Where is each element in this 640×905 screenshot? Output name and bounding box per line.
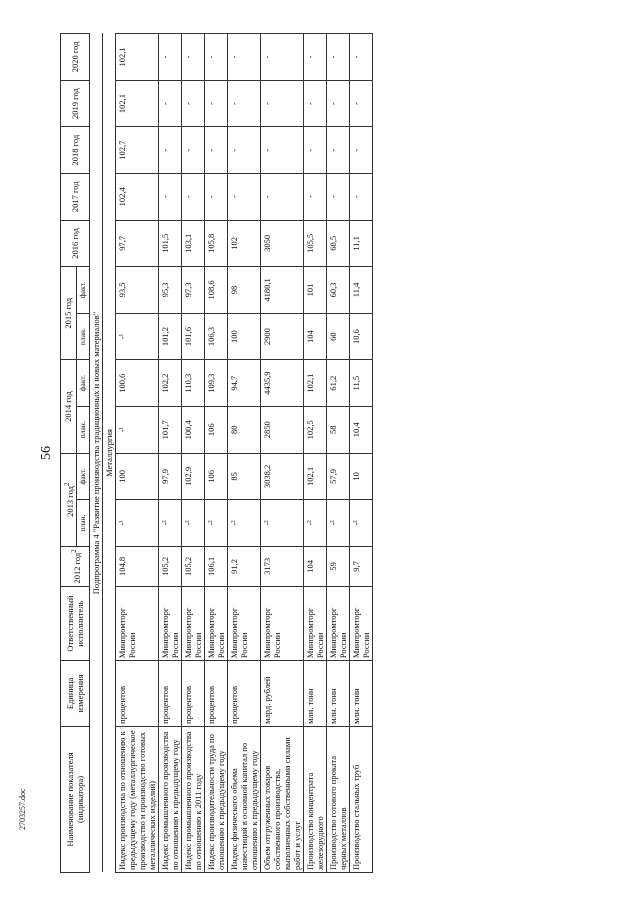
- cell-2016: 3050: [260, 220, 303, 267]
- rotated-table-container: [60, 33, 528, 873]
- cell-name: Производство готового проката черных металлов: [326, 726, 349, 872]
- indicators-table: [60, 33, 373, 873]
- cell-name: Индекс промышленного производства по отношению к 2011 году: [181, 726, 204, 872]
- subprogram-title: Подпрограмма 4 "Развитие производства традиционных и новых материалов": [89, 34, 102, 873]
- section-row: [102, 34, 115, 873]
- cell-2013-fact: 3038,2: [260, 453, 303, 500]
- table-row: [326, 34, 349, 873]
- cell-2016: 103,1: [181, 220, 204, 267]
- cell-2014-plan: 101,7: [158, 406, 181, 453]
- header-unit: Единица измерения: [61, 661, 90, 727]
- cell-2016: 101,5: [158, 220, 181, 267]
- cell-2015-fact: 108,6: [204, 267, 227, 314]
- header-2014: 2014 год: [61, 360, 77, 453]
- cell-2013-plan: -²: [260, 500, 303, 547]
- cell-2012: 104,8: [115, 546, 158, 586]
- cell-2014-plan: 80: [227, 406, 260, 453]
- cell-unit: млн. тонн: [326, 661, 349, 727]
- cell-name: Производство стальных труб: [349, 726, 372, 872]
- page-number: 56: [39, 446, 54, 460]
- header-2015-plan: план.: [76, 313, 89, 360]
- cell-2020: -: [260, 34, 303, 81]
- cell-2017: -: [260, 173, 303, 220]
- cell-2012: 9,7: [349, 546, 372, 586]
- cell-2015-fact: 101: [303, 267, 326, 314]
- cell-2015-plan: 106,3: [204, 313, 227, 360]
- header-2013: [61, 453, 77, 546]
- cell-2013-fact: 100: [115, 453, 158, 500]
- cell-2015-fact: 98: [227, 267, 260, 314]
- header-2013-plan: план.: [76, 500, 89, 547]
- header-2012: [61, 546, 90, 586]
- cell-2013-fact: 57,9: [326, 453, 349, 500]
- header-2015: 2015 год: [61, 267, 77, 360]
- cell-2013-fact: 106: [204, 453, 227, 500]
- cell-2017: 102,4: [115, 173, 158, 220]
- cell-2018: 102,7: [115, 127, 158, 174]
- header-2013-label: 2013 год: [64, 486, 75, 517]
- cell-2015-plan: -¹: [115, 313, 158, 360]
- cell-2014-fact: 11,5: [349, 360, 372, 407]
- cell-unit: процентов: [158, 661, 181, 727]
- header-2014-fact: факт.: [76, 360, 89, 407]
- subprogram-row: [89, 34, 102, 873]
- cell-2020: -: [181, 34, 204, 81]
- cell-name: Производство концентрата железорудного: [303, 726, 326, 872]
- cell-unit: процентов: [115, 661, 158, 727]
- cell-2013-plan: -²: [204, 500, 227, 547]
- cell-2014-plan: 10,4: [349, 406, 372, 453]
- cell-2019: -: [303, 80, 326, 127]
- cell-2015-fact: 60,3: [326, 267, 349, 314]
- cell-2014-fact: 100,6: [115, 360, 158, 407]
- table-body: [89, 34, 372, 873]
- cell-executor: Минпромторг России: [181, 587, 204, 661]
- cell-2013-fact: 85: [227, 453, 260, 500]
- cell-2016: 11,1: [349, 220, 372, 267]
- cell-2012: 3173: [260, 546, 303, 586]
- cell-2014-fact: 102,1: [303, 360, 326, 407]
- cell-executor: Минпромторг России: [115, 587, 158, 661]
- cell-2020: -: [158, 34, 181, 81]
- cell-2014-fact: 102,2: [158, 360, 181, 407]
- cell-2019: -: [181, 80, 204, 127]
- cell-2019: -: [349, 80, 372, 127]
- header-2012-sup: 2: [69, 549, 78, 553]
- cell-2019: -: [204, 80, 227, 127]
- cell-executor: Минпромторг России: [326, 587, 349, 661]
- cell-2012: 104: [303, 546, 326, 586]
- table-row: [349, 34, 372, 873]
- cell-2013-plan: -²: [158, 500, 181, 547]
- header-2017: 2017 год: [61, 173, 90, 220]
- cell-2018: -: [158, 127, 181, 174]
- cell-2012: 59: [326, 546, 349, 586]
- cell-2014-plan: 58: [326, 406, 349, 453]
- cell-2017: -: [158, 173, 181, 220]
- cell-2014-plan: 106: [204, 406, 227, 453]
- cell-2014-fact: 94,7: [227, 360, 260, 407]
- cell-2020: -: [326, 34, 349, 81]
- cell-2013-plan: -²: [181, 500, 204, 547]
- cell-2015-plan: 60: [326, 313, 349, 360]
- cell-executor: Минпромторг России: [260, 587, 303, 661]
- cell-2015-plan: 101,6: [181, 313, 204, 360]
- cell-2017: -: [303, 173, 326, 220]
- cell-2013-plan: -²: [303, 500, 326, 547]
- cell-2018: -: [260, 127, 303, 174]
- cell-2020: 102,1: [115, 34, 158, 81]
- cell-2015-plan: 100: [227, 313, 260, 360]
- cell-executor: Минпромторг России: [303, 587, 326, 661]
- cell-2019: 102,1: [115, 80, 158, 127]
- table-row: [158, 34, 181, 873]
- cell-executor: Минпромторг России: [204, 587, 227, 661]
- cell-2012: 105,2: [158, 546, 181, 586]
- cell-2014-plan: 2850: [260, 406, 303, 453]
- cell-2019: -: [326, 80, 349, 127]
- cell-2016: 60,5: [326, 220, 349, 267]
- table-row: [303, 34, 326, 873]
- header-2014-plan: план.: [76, 406, 89, 453]
- cell-2016: 105,8: [204, 220, 227, 267]
- header-name: Наименование показателя (индикатора): [61, 726, 90, 872]
- cell-unit: процентов: [181, 661, 204, 727]
- cell-2017: -: [181, 173, 204, 220]
- cell-unit: процентов: [227, 661, 260, 727]
- cell-2012: 91,2: [227, 546, 260, 586]
- cell-2013-fact: 10: [349, 453, 372, 500]
- cell-executor: Минпромторг России: [158, 587, 181, 661]
- header-2020: 2020 год: [61, 34, 90, 81]
- section-title: Металлургия: [102, 34, 115, 873]
- cell-2017: -: [227, 173, 260, 220]
- document-id: 2703257.doc: [18, 788, 27, 830]
- header-2013-sup: 2: [63, 482, 71, 487]
- header-2012-label: 2012 год: [71, 552, 82, 584]
- cell-2015-fact: 97,3: [181, 267, 204, 314]
- cell-2015-fact: 11,4: [349, 267, 372, 314]
- cell-2015-fact: 4180,1: [260, 267, 303, 314]
- header-2019: 2019 год: [61, 80, 90, 127]
- header-2016: 2016 год: [61, 220, 90, 267]
- cell-2020: -: [303, 34, 326, 81]
- table-row: [227, 34, 260, 873]
- cell-2017: -: [204, 173, 227, 220]
- cell-2015-plan: 10,6: [349, 313, 372, 360]
- cell-unit: млрд. рублей: [260, 661, 303, 727]
- cell-2018: -: [303, 127, 326, 174]
- cell-unit: млн. тонн: [303, 661, 326, 727]
- cell-name: Индекс производительности труда по отношению к предыдущему году: [204, 726, 227, 872]
- cell-2013-plan: -²: [227, 500, 260, 547]
- cell-2014-fact: 109,3: [204, 360, 227, 407]
- table-row: [260, 34, 303, 873]
- cell-2018: -: [204, 127, 227, 174]
- cell-2014-fact: 61,2: [326, 360, 349, 407]
- cell-2014-plan: 102,5: [303, 406, 326, 453]
- table-row: [115, 34, 158, 873]
- cell-unit: млн. тонн: [349, 661, 372, 727]
- cell-2019: -: [260, 80, 303, 127]
- cell-2015-fact: 93,5: [115, 267, 158, 314]
- header-2013-fact: факт.: [76, 453, 89, 500]
- cell-2018: -: [181, 127, 204, 174]
- cell-name: Индекс промышленного производства по отношению к предыдущему году: [158, 726, 181, 872]
- cell-2016: 105,5: [303, 220, 326, 267]
- cell-name: Объем отгруженных товаров собственного производства, выполненных собственными силами работ и услуг: [260, 726, 303, 872]
- cell-2016: 97,7: [115, 220, 158, 267]
- header-row: [61, 34, 77, 873]
- table-row: [181, 34, 204, 873]
- header-2015-fact: факт.: [76, 267, 89, 314]
- cell-2018: -: [349, 127, 372, 174]
- cell-2016: 102: [227, 220, 260, 267]
- cell-2018: -: [326, 127, 349, 174]
- cell-2015-plan: 101,2: [158, 313, 181, 360]
- cell-2013-fact: 97,9: [158, 453, 181, 500]
- cell-2013-fact: 102,1: [303, 453, 326, 500]
- cell-2012: 105,2: [181, 546, 204, 586]
- cell-2014-fact: 110,3: [181, 360, 204, 407]
- cell-2020: -: [349, 34, 372, 81]
- cell-2019: -: [158, 80, 181, 127]
- cell-name: Индекс производства по отношению к предыдущему году (металлургическое производство и производство готовых металлических изделий): [115, 726, 158, 872]
- cell-2019: -: [227, 80, 260, 127]
- cell-2017: -: [326, 173, 349, 220]
- cell-2018: -: [227, 127, 260, 174]
- cell-2015-plan: 2900: [260, 313, 303, 360]
- cell-name: Индекс физического объема инвестиций в основной капитал по отношению к предыдущему году: [227, 726, 260, 872]
- cell-2015-fact: 95,3: [158, 267, 181, 314]
- cell-2020: -: [204, 34, 227, 81]
- cell-2014-fact: 4435,9: [260, 360, 303, 407]
- cell-2020: -: [227, 34, 260, 81]
- cell-2013-plan: -²: [349, 500, 372, 547]
- cell-2012: 106,1: [204, 546, 227, 586]
- cell-2015-plan: 104: [303, 313, 326, 360]
- header-2018: 2018 год: [61, 127, 90, 174]
- cell-2017: -: [349, 173, 372, 220]
- cell-2013-plan: -¹: [115, 500, 158, 547]
- cell-2014-plan: -¹: [115, 406, 158, 453]
- table-row: [204, 34, 227, 873]
- cell-2013-fact: 102,9: [181, 453, 204, 500]
- cell-executor: Минпромторг России: [349, 587, 372, 661]
- cell-executor: Минпромторг России: [227, 587, 260, 661]
- cell-2014-plan: 100,4: [181, 406, 204, 453]
- cell-unit: процентов: [204, 661, 227, 727]
- header-executor: Ответственный исполнитель: [61, 587, 90, 661]
- cell-2013-plan: -²: [326, 500, 349, 547]
